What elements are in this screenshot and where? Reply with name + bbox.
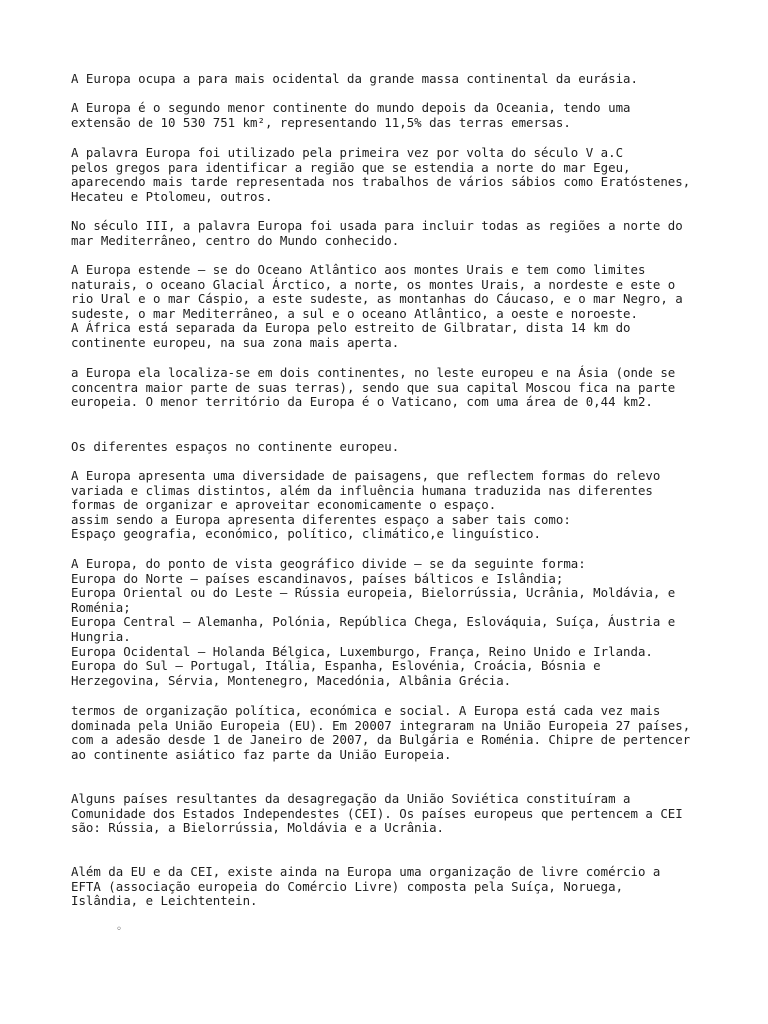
trailing-bullet-mark: ◦ <box>116 924 123 935</box>
paragraph-european-union: termos de organização política, económica e social. A Europa está cada vez mais dominada pela União Europeia (EU). Em 20007 integraram na União Europeia 27 países, com a adesão desde 1 de Janeiro de 2007, da Bulgária e Roménia. Chipre de pertencer ao continente asiático faz parte da União Europeia. <box>71 703 691 762</box>
paragraph-efta: Além da EU e da CEI, existe ainda na Europa uma organização de livre comércio a EFTA (associação europeia do Comércio Livre) composta pela Suíça, Noruega, Islândia, e Leichtentein. <box>71 864 661 909</box>
paragraph-extension: A Europa é o segundo menor continente do mundo depois da Oceania, tendo uma extensão de 10 530 751 km², representando 11,5% das terras emersas. <box>71 100 631 130</box>
paragraph-landscapes: A Europa apresenta uma diversidade de paisagens, que reflectem formas do relevo variada e climas distintos, além da influência humana traduzida nas diferentes formas de organizar e aproveitar economicamente o espaço. assim sendo a Europa apresenta diferentes espaço a saber tais como: Espaço geografia, económico, político, climático,e linguístico. <box>71 468 661 542</box>
paragraph-cei: Alguns países resultantes da desagregação da União Soviética constituíram a Comunidade dos Estados Independestes (CEI). Os países europeus que pertencem a CEI são: Rússia, a Bielorrússia, Moldávia e a Ucrânia. <box>71 791 683 836</box>
paragraph-location: a Europa ela localiza-se em dois continentes, no leste europeu e na Ásia (onde se concentra maior parte de suas terras), sendo que sua capital Moscou fica na parte europeia. O menor território da Europa é o Vaticano, com uma área de 0,44 km2. <box>71 365 676 410</box>
paragraph-third-century: No século III, a palavra Europa foi usada para incluir todas as regiões a norte do mar Mediterrâneo, centro do Mundo conhecido. <box>71 218 683 248</box>
paragraph-word-origin: A palavra Europa foi utilizado pela primeira vez por volta do século V a.C pelos gregos para identificar a região que se estendia a norte do mar Egeu, aparecendo mais tarde representada nos trabalhos de vários sábios como Eratóstenes, Hecateu e Ptolomeu, outros. <box>71 145 691 204</box>
paragraph-regions: A Europa, do ponto de vista geográfico divide – se da seguinte forma: Europa do Norte – países escandinavos, países bálticos e Islândia; Europa Oriental ou do Leste – Rússia europeia, Bielorrússia, Ucrânia, Moldávia, e Roménia; Europa Central – Alemanha, Polónia, República Chega, Eslováquia, Suíça, Áustria e Hungria. Europa Ocidental – Holanda Bélgica, Luxemburgo, França, Reino Unido e Irlanda. Europa do Sul – Portugal, Itália, Espanha, Eslovénia, Croácia, Bósnia e Herzegovina, Sérvia, Montenegro, Macedónia, Albânia Grécia. <box>71 556 676 688</box>
section-heading: Os diferentes espaços no continente europeu. <box>71 439 400 454</box>
paragraph-limits: A Europa estende – se do Oceano Atlântico aos montes Urais e tem como limites naturais, o oceano Glacial Árctico, a norte, os montes Urais, a nordeste e este o rio Ural e o mar Cáspio, a este sudeste, as montanhas do Cáucaso, e o mar Negro, a sudeste, o mar Mediterrâneo, a sul e o oceano Atlântico, a oeste e noroeste. A África está separada da Europa pelo estreito de Gilbratar, dista 14 km do continente europeu, na sua zona mais aperta. <box>71 262 683 350</box>
paragraph-intro: A Europa ocupa a para mais ocidental da grande massa continental da eurásia. <box>71 71 638 86</box>
